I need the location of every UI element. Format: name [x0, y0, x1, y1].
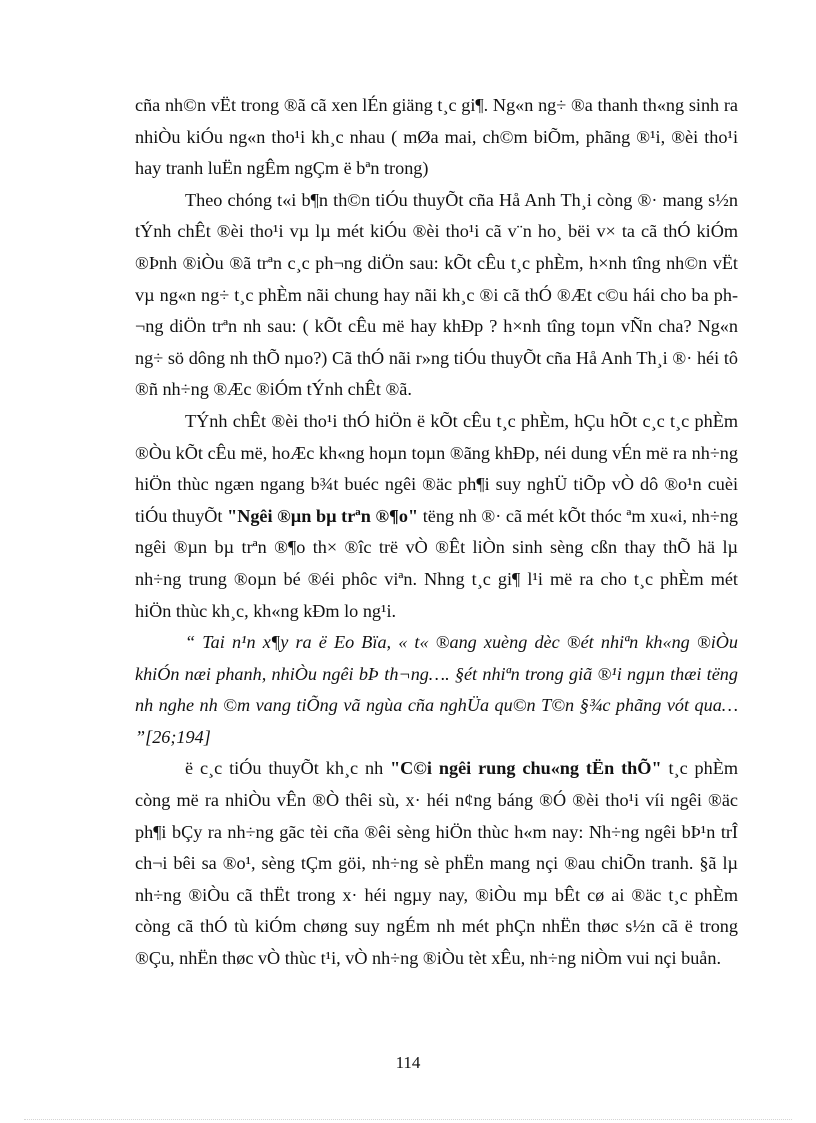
- paragraph-4-text-end: t¸c phÈm còng më ra nhiÒu vÊn ®Ò thêi sù, x· héi n¢ng báng ®Ó ®èi tho¹i víi ngêi ®äc ph¶i bÇy ra nh÷ng gãc tèi cña ®êi sèng hiÖn thùc h«m nay: Nh÷ng ngêi bÞ¹n trÎ ch¬i bêi sa ®o¹, sèng tÇm göi, nh÷ng sè phËn mang nçi ®au chiÕn tranh. §ã lµ nh÷ng ®iÒu cã thËt trong x· héi ngµy nay, ®iÒu mµ bÊt cø ai ®äc t¸c phÈm còng cã thÓ tù kiÓm chøng suy ngÉm nh mét phÇn nhËn thøc s½n cã ë trong ®Çu, nhËn thøc vÒ thùc t¹i, vÒ nh÷ng ®iÒu tèt xÊu, nh÷ng niÒm vui nçi buån.: [135, 758, 738, 969]
- paragraph-4: [135, 753, 738, 974]
- novel-title-coi-nguoi-rung-chuong-tan-the: "C©i ngêi rung chu«ng tËn thÕ": [390, 758, 662, 779]
- novel-title-nguoi-dan-ba-tren-dao: "Ngêi ®µn bµ trªn ®¶o": [227, 505, 419, 526]
- quote-block: “ Tai n¹n x¶y ra ë Eo Bïa, « t« ®ang xuèng dèc ®ét nhiªn kh«ng ®iÒu khiÓn næi phanh, nhiÒu ngêi bÞ th¬ng…. §ét nhiªn trong giã ®¹i ngµn thæi tëng nh nghe nh ©m vang tiÕng vã ngùa cña nghÜa qu©n T©n §¾c phãng vót qua… ”[26;194]: [135, 632, 738, 747]
- paragraph-4-text-start: ë c¸c tiÓu thuyÕt kh¸c nh: [185, 758, 391, 779]
- paragraph-3-text-end: tëng nh ®· cã mét kÕt thóc ªm xu«i, nh÷ng ngêi ®µn bµ trªn ®¶o th× ®îc trë vÒ ®Êt liÒn sinh sèng cßn thay thÕ hä lµ nh÷ng trung ®oµn bé ®éi phôc viªn. Nhng t¸c gi¶ l¹i më ra cho t¸c phÈm mét hiÖn thùc kh¸c, kh«ng kÐm lo ng¹i.: [135, 505, 739, 621]
- footer-divider: [24, 1119, 792, 1120]
- page-body: [135, 90, 738, 975]
- paragraph-3: [135, 406, 738, 627]
- page-number: 114: [395, 1053, 421, 1072]
- paragraph-1: cña nh©n vËt trong ®ã cã xen lÉn giäng t¸c gi¶. Ng«n ng÷ ®a thanh th«ng sinh ra nhiÒu kiÓu ng«n tho¹i kh¸c nhau ( mØa mai, ch©m biÕm, phãng ®¹i, ®èi tho¹i hay tranh luËn ngÊm ngÇm ë bªn trong): [135, 95, 738, 179]
- paragraph-3-text-start: TÝnh chÊt ®èi tho¹i thÓ hiÖn ë kÕt cÊu t¸c phÈm, hÇu hÕt c¸c t¸c phÈm ®Òu kÕt cÊu më, hoÆc kh«ng hoµn toµn ®ãng khÐp, néi dung vÉn më ra nh÷ng hiÖn thùc ngæn ngang b¾t buéc ngêi ®äc ph¶i suy nghÜ tiÕp vÒ dô ®o¹n cuèi tiÓu thuyÕt: [135, 410, 738, 526]
- paragraph-2: Theo chóng t«i b¶n th©n tiÓu thuyÕt cña Hå Anh Th¸i còng ®· mang s½n tÝnh chÊt ®èi tho¹i vµ lµ mét kiÓu ®èi tho¹i cã v¨n ho¸ bëi v× ta cã thÓ kiÓm ®Þnh ®iÒu ®ã trªn c¸c ph¬ng diÖn sau: kÕt cÊu t¸c phÈm, h×nh tîng nh©n vËt vµ ng«n ng÷ t¸c phÈm nãi chung hay nãi kh¸c ®i cã thÓ ®Æt c©u hái cho ba ph¬ng diÖn trªn nh sau: ( kÕt cÊu më hay khÐp ? h×nh tîng toµn vÑn cha? Ng«n ng÷ sö dông nh thÕ nµo?) Cã thÓ nãi r»ng tiÓu thuyÕt cña Hå Anh Th¸i ®· héi tô ®ñ nh÷ng ®Æc ®iÓm tÝnh chÊt ®ã.: [135, 189, 738, 400]
